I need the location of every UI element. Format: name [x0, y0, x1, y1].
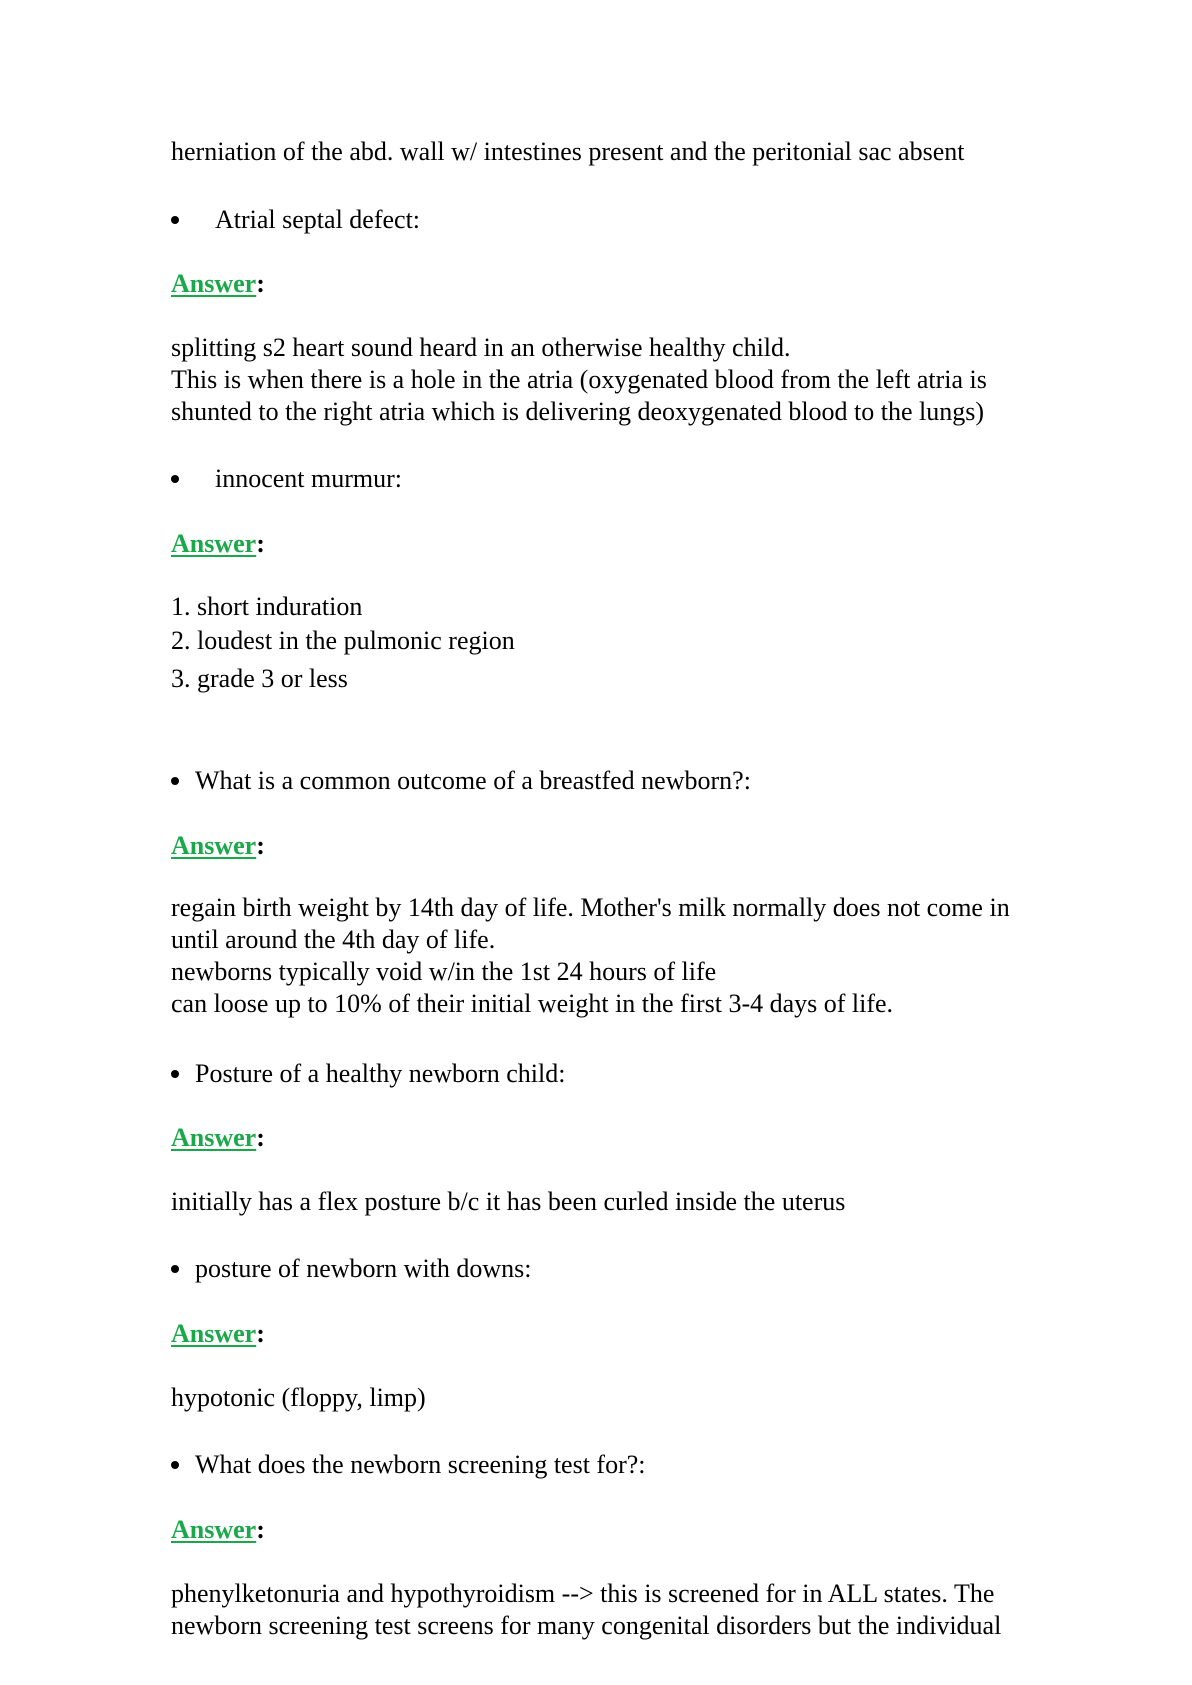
answer-line: This is when there is a hole in the atria (oxygenated blood from the left atria is — [171, 365, 987, 394]
answer-line: 2. loudest in the pulmonic region — [171, 626, 515, 655]
bullet-icon — [171, 475, 179, 483]
question-item — [171, 463, 1111, 495]
bullet-icon — [171, 1070, 179, 1078]
answer-text — [171, 1382, 1111, 1414]
answer-line: phenylketonuria and hypothyroidism --> this is screened for in ALL states. The — [171, 1579, 995, 1608]
question-item — [171, 1058, 1111, 1090]
answer-label-word: Answer — [171, 269, 257, 298]
bullet-icon — [171, 1461, 179, 1469]
question-text: What does the newborn screening test for?: — [195, 1450, 646, 1479]
answer-text — [171, 892, 1111, 1020]
question-text: Posture of a healthy newborn child: — [195, 1059, 566, 1088]
bullet-icon — [171, 216, 179, 224]
question-item — [171, 1253, 1111, 1285]
question-text: posture of newborn with downs: — [195, 1254, 532, 1283]
bullet-icon — [171, 777, 179, 785]
answer-line: initially has a flex posture b/c it has been curled inside the uterus — [171, 1187, 846, 1216]
answer-line: can loose up to 10% of their initial weight in the first 3-4 days of life. — [171, 989, 894, 1018]
answer-label: Answer: — [171, 529, 265, 558]
answer-line: splitting s2 heart sound heard in an otherwise healthy child. — [171, 333, 791, 362]
answer-label: Answer: — [171, 1515, 265, 1544]
answer-line: newborn screening test screens for many congenital disorders but the individual — [171, 1611, 1002, 1640]
answer-label: Answer: — [171, 831, 265, 860]
intro-text: herniation of the abd. wall w/ intestines present and the peritonial sac absent — [171, 137, 965, 166]
question-item — [171, 1449, 1111, 1481]
question-item — [171, 765, 1111, 797]
answer-label-word: Answer — [171, 1319, 257, 1348]
question-text: Atrial septal defect: — [215, 205, 421, 234]
answer-line: until around the 4th day of life. — [171, 925, 496, 954]
answer-text — [171, 332, 1111, 428]
answer-label: Answer: — [171, 1319, 265, 1348]
answer-text — [171, 590, 1111, 696]
answer-line: 1. short induration — [171, 592, 363, 621]
answer-label-word: Answer — [171, 831, 257, 860]
answer-text — [171, 1578, 1111, 1642]
answer-line: 3. grade 3 or less — [171, 664, 348, 693]
answer-line: hypotonic (floppy, limp) — [171, 1383, 426, 1412]
question-text: innocent murmur: — [215, 464, 403, 493]
answer-label-word: Answer — [171, 1123, 257, 1152]
answer-label-word: Answer — [171, 529, 257, 558]
answer-line: shunted to the right atria which is delivering deoxygenated blood to the lungs) — [171, 397, 985, 426]
question-text: What is a common outcome of a breastfed newborn?: — [195, 766, 751, 795]
answer-text — [171, 1186, 1111, 1218]
answer-label-word: Answer — [171, 1515, 257, 1544]
question-item — [171, 204, 1111, 236]
answer-line: regain birth weight by 14th day of life. Mother's milk normally does not come in — [171, 893, 1010, 922]
answer-label: Answer: — [171, 269, 265, 298]
answer-label: Answer: — [171, 1123, 265, 1152]
bullet-icon — [171, 1265, 179, 1273]
answer-line: newborns typically void w/in the 1st 24 hours of life — [171, 957, 717, 986]
